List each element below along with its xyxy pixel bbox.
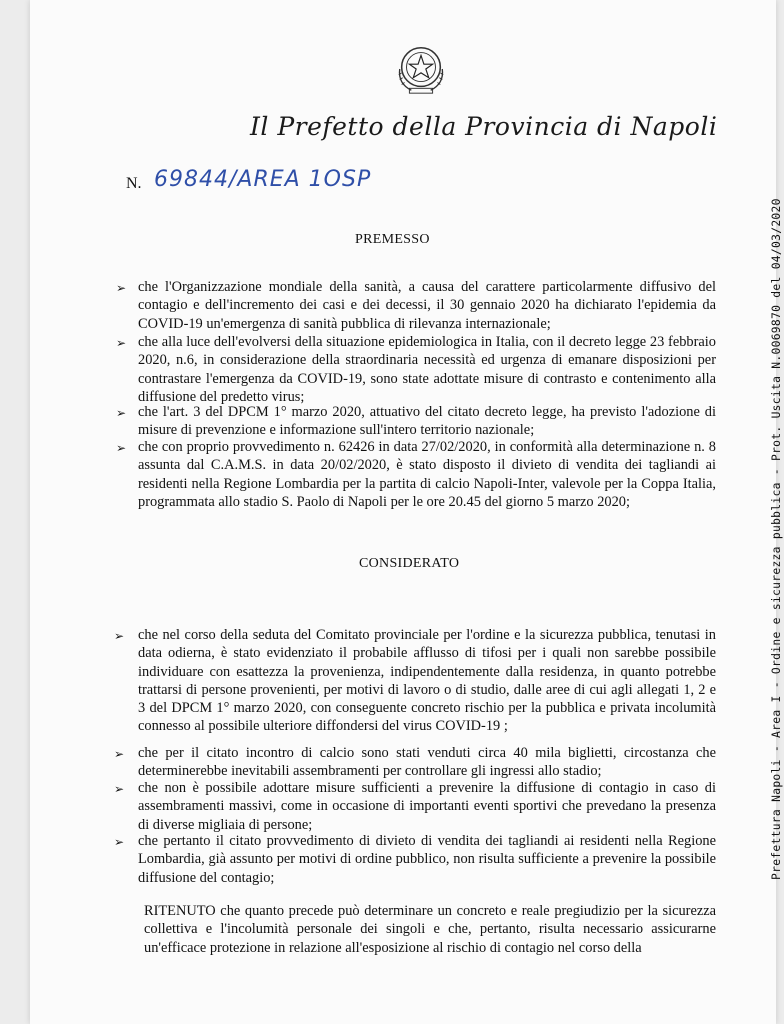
considerato-item: che pertanto il citato provvedimento di divieto di vendita dei tagliandi ai residenti nella Regione Lombardia, già assunto per motivi di ordine pubblico, non risulta sufficiente a prevenire la possibile diffusione del contagio; <box>138 833 716 886</box>
premesso-item: che con proprio provvedimento n. 62426 in data 27/02/2020, in conformità alla determinazione n. 8 assunta dal C.A.M.S. in data 20/02/2020, è stato disposto il divieto di vendita dei tagliandi ai residenti nella Regione Lombardia per la partita di calcio Napoli-Inter, valevole per la Coppa Italia, programmata allo stadio S. Paolo di Napoli per le ore 20.45 del giorno 5 marzo 2020; <box>138 439 716 510</box>
section-heading-premesso: PREMESSO <box>355 232 430 247</box>
arrowhead-bullet-icon: ➢ <box>116 441 127 455</box>
number-label: N. <box>126 175 142 192</box>
premesso-item: che l'Organizzazione mondiale della sanità, a causa del carattere particolarmente diffusivo del contagio e dell'incremento dei casi e dei decessi, il 30 gennaio 2020 ha dichiarato l'epidemia da COVID-19 un'emergenza di sanità pubblica di rilevanza internazionale; <box>138 279 716 332</box>
considerato-item: che nel corso della seduta del Comitato provinciale per l'ordine e la sicurezza pubblica, tenutasi in data odierna, è stato evidenziato il probabile afflusso di tifosi per i quali non sarebbe possibile individuare con esattezza la provenienza, indipendentemente dalla residenza, in quanto potrebbe trattarsi di persone provenienti, per motivi di lavoro o di studio, dalle aree di cui agli allegati 1, 2 e 3 del DPCM 1° marzo 2020, con conseguente concreto rischio per la pubblica e privata incolumità connesso al possibile ulteriore diffondersi del virus COVID-19 ; <box>138 627 716 735</box>
ritenuto-text: che quanto precede può determinare un concreto e reale pregiudizio per la sicurezza collettiva e l'incolumità personale dei singoli e che, pertanto, risulta necessario assicurarne un'efficace protezione in relazione all'esposizione al rischio di contagio nel corso della <box>144 903 716 956</box>
handwritten-protocol-number: 69844/AREA 1OSP <box>154 167 372 192</box>
prefetto-heading: Il Prefetto della Provincia di Napoli <box>250 112 718 141</box>
italian-republic-emblem-icon <box>392 40 450 98</box>
arrowhead-bullet-icon: ➢ <box>114 629 125 643</box>
arrowhead-bullet-icon: ➢ <box>114 747 125 761</box>
ritenuto-keyword: RITENUTO <box>144 903 216 919</box>
arrowhead-bullet-icon: ➢ <box>116 406 127 420</box>
arrowhead-bullet-icon: ➢ <box>116 281 127 295</box>
premesso-item: che l'art. 3 del DPCM 1° marzo 2020, attuativo del citato decreto legge, ha previsto l'adozione di misure di prevenzione e informazione sull'intero territorio nazionale; <box>138 404 716 439</box>
considerato-item: che non è possibile adottare misure sufficienti a prevenire la diffusione di contagio in caso di assembramenti massivi, come in occasione di importanti eventi sportivi che prevedano la presenza di diverse migliaia di persone; <box>138 780 716 833</box>
ritenuto-paragraph <box>144 902 716 957</box>
arrowhead-bullet-icon: ➢ <box>114 782 125 796</box>
premesso-item: che alla luce dell'evolversi della situazione epidemiologica in Italia, con il decreto legge 23 febbraio 2020, n.6, in considerazione della straordinaria necessità ed urgenza di emanare disposizioni per contrastare l'emergenza da COVID-19, sono state adottate misure di contrasto e contenimento alla diffusione del predetto virus; <box>138 334 716 405</box>
protocol-side-stamp: Prefettura Napoli - Area I - Ordine e sicurezza pubblica - Prot. Uscita N.0069870 del 04/03/2020 <box>770 198 783 880</box>
considerato-item: che per il citato incontro di calcio sono stati venduti circa 40 mila biglietti, circostanza che determinerebbe inevitabili assembramenti per controllare gli ingressi allo stadio; <box>138 745 716 780</box>
section-heading-considerato: CONSIDERATO <box>359 556 460 571</box>
document-page <box>30 0 783 1024</box>
arrowhead-bullet-icon: ➢ <box>114 835 125 849</box>
arrowhead-bullet-icon: ➢ <box>116 336 127 350</box>
